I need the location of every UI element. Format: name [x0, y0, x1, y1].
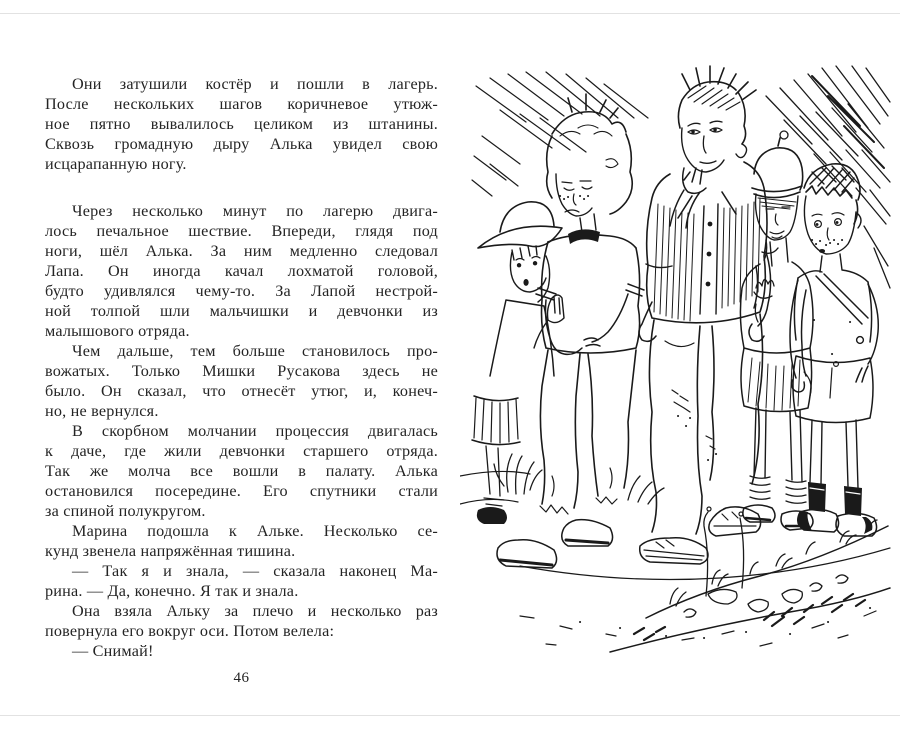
text-line: Лапа. Он иногда качал лохматой головой,	[45, 262, 438, 280]
text-line: Марина подошла к Альке. Несколько се-	[72, 522, 438, 540]
book-illustration	[460, 56, 892, 668]
text-line: ной толпой шли мальчишки и девчонки из	[45, 302, 438, 320]
sad-girl	[497, 94, 644, 568]
tall-boy	[639, 66, 778, 564]
text-line: ное пятно вывалилось целиком из штанины.	[45, 115, 438, 133]
paragraph-dialogue	[45, 641, 438, 661]
text-line: исцарапанную ногу.	[45, 155, 187, 173]
text-line: В скорбном молчании процессия двигалась	[72, 422, 438, 440]
text-line: повернула его вокруг оси. Потом велела:	[45, 622, 335, 640]
text-line: — Так я и знала, — сказала наконец Ма-	[72, 562, 438, 580]
text-line: остановился посередине. Его спутники стали	[45, 482, 438, 500]
text-line: — Снимай!	[72, 642, 154, 660]
text-line: было. Он сказал, что отнесёт утюг, и, конеч-	[45, 382, 438, 400]
paragraph	[45, 421, 438, 521]
photo-frame-edge-bottom	[0, 715, 900, 716]
paragraph	[45, 521, 438, 561]
paragraph	[45, 341, 438, 421]
text-line: за спиной полукругом.	[45, 502, 206, 520]
text-line: Они затушили костёр и пошли в лагерь.	[72, 75, 438, 93]
text-line: Чем дальше, тем больше становилось про-	[72, 342, 438, 360]
illustration-svg	[460, 56, 892, 668]
text-line: будто удивлялся чему-то. За Лапой нестрой-	[45, 282, 438, 300]
left-page-text	[45, 74, 438, 687]
text-line: вожатых. Только Мишки Русакова здесь не	[45, 362, 438, 380]
text-line: к даче, где жили девчонки старшего отряда.	[45, 442, 438, 460]
paragraph-dialogue	[45, 561, 438, 601]
text-line: лось печальное шествие. Впереди, глядя под	[45, 222, 438, 240]
text-line: ноги, шёл Алька. За ним медленно следовал	[45, 242, 438, 260]
text-line: Через несколько минут по лагерю двига-	[72, 202, 438, 220]
paragraph	[45, 601, 438, 641]
text-line: Так же молча все вошли в палату. Алька	[45, 462, 438, 480]
text-line: кунд звенела напряжённая тишина.	[45, 542, 296, 560]
girl-in-hat	[472, 202, 564, 524]
paragraph	[45, 74, 438, 174]
text-line: рина. — Да, конечно. Я так и знала.	[45, 582, 299, 600]
hatch-top-right	[766, 66, 890, 288]
text-line: После нескольких шагов коричневое утюж-	[45, 95, 438, 113]
photo-frame-edge-top	[0, 13, 900, 14]
text-line: Она взяла Альку за плечо и несколько раз	[72, 602, 438, 620]
hatch-top-left	[472, 72, 648, 196]
text-line: Сквозь громадную дыру Алька увидел свою	[45, 135, 438, 153]
paragraph	[45, 201, 438, 341]
page-number: 46	[233, 670, 250, 686]
text-line: малышового отряда.	[45, 322, 190, 340]
text-line: но, не вернулся.	[45, 402, 159, 420]
